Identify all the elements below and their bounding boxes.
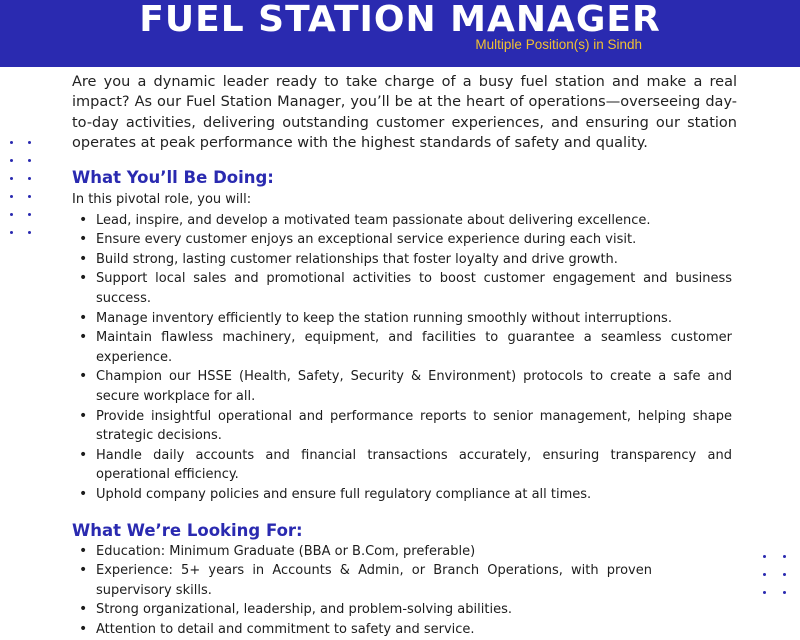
list-item: • Build strong, lasting customer relationships that foster loyalty and drive growth.: [72, 250, 732, 270]
list-item: • Champion our HSSE (Health, Safety, Security & Environment) protocols to create a safe and secure workplace for all.: [72, 367, 732, 406]
header-banner: [0, 0, 800, 67]
doing-list: [72, 211, 737, 505]
intro-paragraph: Are you a dynamic leader ready to take charge of a busy fuel station and make a real impact? As our Fuel Station Manager, you’ll be at the heart of operations—overseeing day-to-day activities, delivering outstanding customer experiences, and ensuring our station operates at peak performance with the highest standards of safety and quality.: [72, 74, 737, 152]
doing-lead: In this pivotal role, you will:: [72, 191, 252, 207]
list-item: • Provide insightful operational and performance reports to senior management, helping shape strategic decisions.: [72, 407, 732, 446]
list-item: • Ensure every customer enjoys an exceptional service experience during each visit.: [72, 230, 732, 250]
list-item: • Support local sales and promotional activities to boost customer engagement and business success.: [72, 269, 732, 308]
list-item: • Maintain flawless machinery, equipment, and facilities to guarantee a seamless customer experience.: [72, 328, 732, 367]
list-item: • Handle daily accounts and financial transactions accurately, ensuring transparency and operational efficiency.: [72, 446, 732, 485]
looking-list: [72, 542, 737, 640]
list-item: • Manage inventory efficiently to keep the station running smoothly without interruptions.: [72, 309, 732, 329]
list-item: • Attention to detail and commitment to safety and service.: [72, 620, 652, 640]
list-item: • Education: Minimum Graduate (BBA or B.Com, preferable): [72, 542, 652, 562]
page-title: FUEL STATION MANAGER: [139, 0, 661, 40]
list-item: • Experience: 5+ years in Accounts & Admin, or Branch Operations, with proven supervisory skills.: [72, 561, 652, 600]
list-item: • Strong organizational, leadership, and problem-solving abilities.: [72, 600, 652, 620]
list-item: • Lead, inspire, and develop a motivated team passionate about delivering excellence.: [72, 211, 732, 231]
job-description: [72, 72, 737, 640]
page-subtitle: Multiple Position(s) in Sindh: [475, 37, 642, 52]
looking-heading: What We’re Looking For:: [72, 520, 303, 540]
list-item: • Uphold company policies and ensure full regulatory compliance at all times.: [72, 485, 732, 505]
doing-heading: What You’ll Be Doing:: [72, 167, 274, 187]
